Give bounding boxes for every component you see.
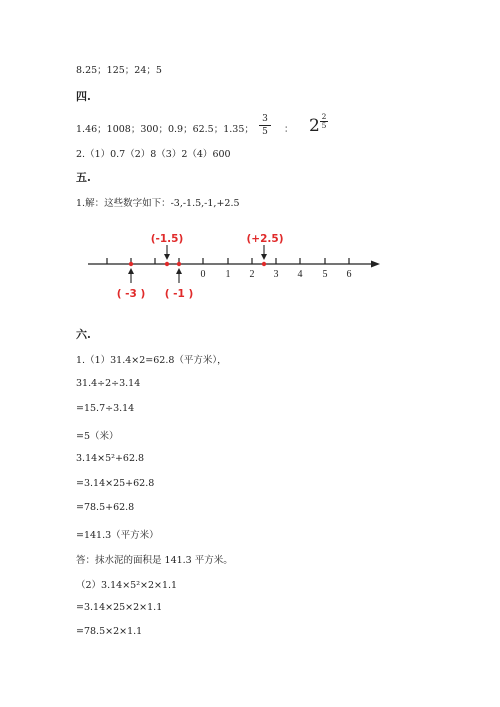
mixed-denominator: 5 [321, 121, 327, 130]
label-minus-1: ( -1 ) [164, 288, 194, 300]
answer-line-11: =78.5+62.8 [76, 502, 135, 513]
answer-line-6: 31.4÷2÷3.14 [76, 378, 141, 389]
mixed-numerator: 2 [321, 112, 327, 121]
point-minus-1 [177, 262, 181, 266]
tick-label-0: 0 [200, 269, 206, 280]
tick-label-4: 4 [297, 269, 303, 280]
answer-line-5: 1.（1）31.4×2=62.8（平方米）， [76, 355, 227, 366]
answer-line-8: =5（米） [76, 431, 119, 442]
answer-line-14: （2）3.14×5²×2×1.1 [76, 580, 178, 591]
tick-label-3: 3 [273, 269, 279, 280]
axis-arrowhead [371, 261, 380, 268]
answer-line-10: =3.14×25+62.8 [76, 478, 155, 489]
answer-line-3: 2.（1）0.7（2）8（3）2（4）600 [76, 149, 231, 160]
answer-line-1: 8.25；125；24；5 [76, 65, 162, 76]
tick-label-2: 2 [249, 269, 255, 280]
fraction-numerator: 3 [262, 114, 268, 124]
ratio-colon: ： [284, 124, 294, 135]
tick-label-1: 1 [225, 269, 231, 280]
answer-line-7: =15.7÷3.14 [76, 403, 135, 414]
tick-label-6: 6 [346, 269, 352, 280]
answer-line-16: =78.5×2×1.1 [76, 626, 143, 637]
answer-line-12: =141.3（平方米） [76, 530, 159, 541]
section-heading-5: 五. [76, 171, 91, 184]
tick-label-5: 5 [322, 269, 328, 280]
label-plus-2-5: (+2.5) [246, 233, 284, 245]
section-heading-4: 四. [76, 90, 91, 103]
answer-line-15: =3.14×25×2×1.1 [76, 602, 163, 613]
point-minus-3 [129, 262, 133, 266]
answer-line-2: 1.46；1008；300；0.9；62.5；1.35； [76, 124, 254, 135]
answer-line-13: 答：抹水泥的面积是 141.3 平方米。 [76, 555, 233, 566]
point-plus-2-5 [262, 262, 266, 266]
answer-line-4: 1.解：这些数字如下：-3,-1.5,-1,+2.5 [76, 198, 240, 209]
label-minus-3: ( -3 ) [116, 288, 146, 300]
mixed-whole: 2 [309, 116, 320, 136]
fraction-denominator: 5 [262, 127, 268, 137]
number-line-diagram [0, 0, 500, 320]
label-minus-1-5: (-1.5) [150, 233, 184, 245]
section-heading-6: 六. [76, 328, 91, 341]
point-minus-1-5 [165, 262, 169, 266]
answer-line-9: 3.14×5²+62.8 [76, 453, 145, 464]
